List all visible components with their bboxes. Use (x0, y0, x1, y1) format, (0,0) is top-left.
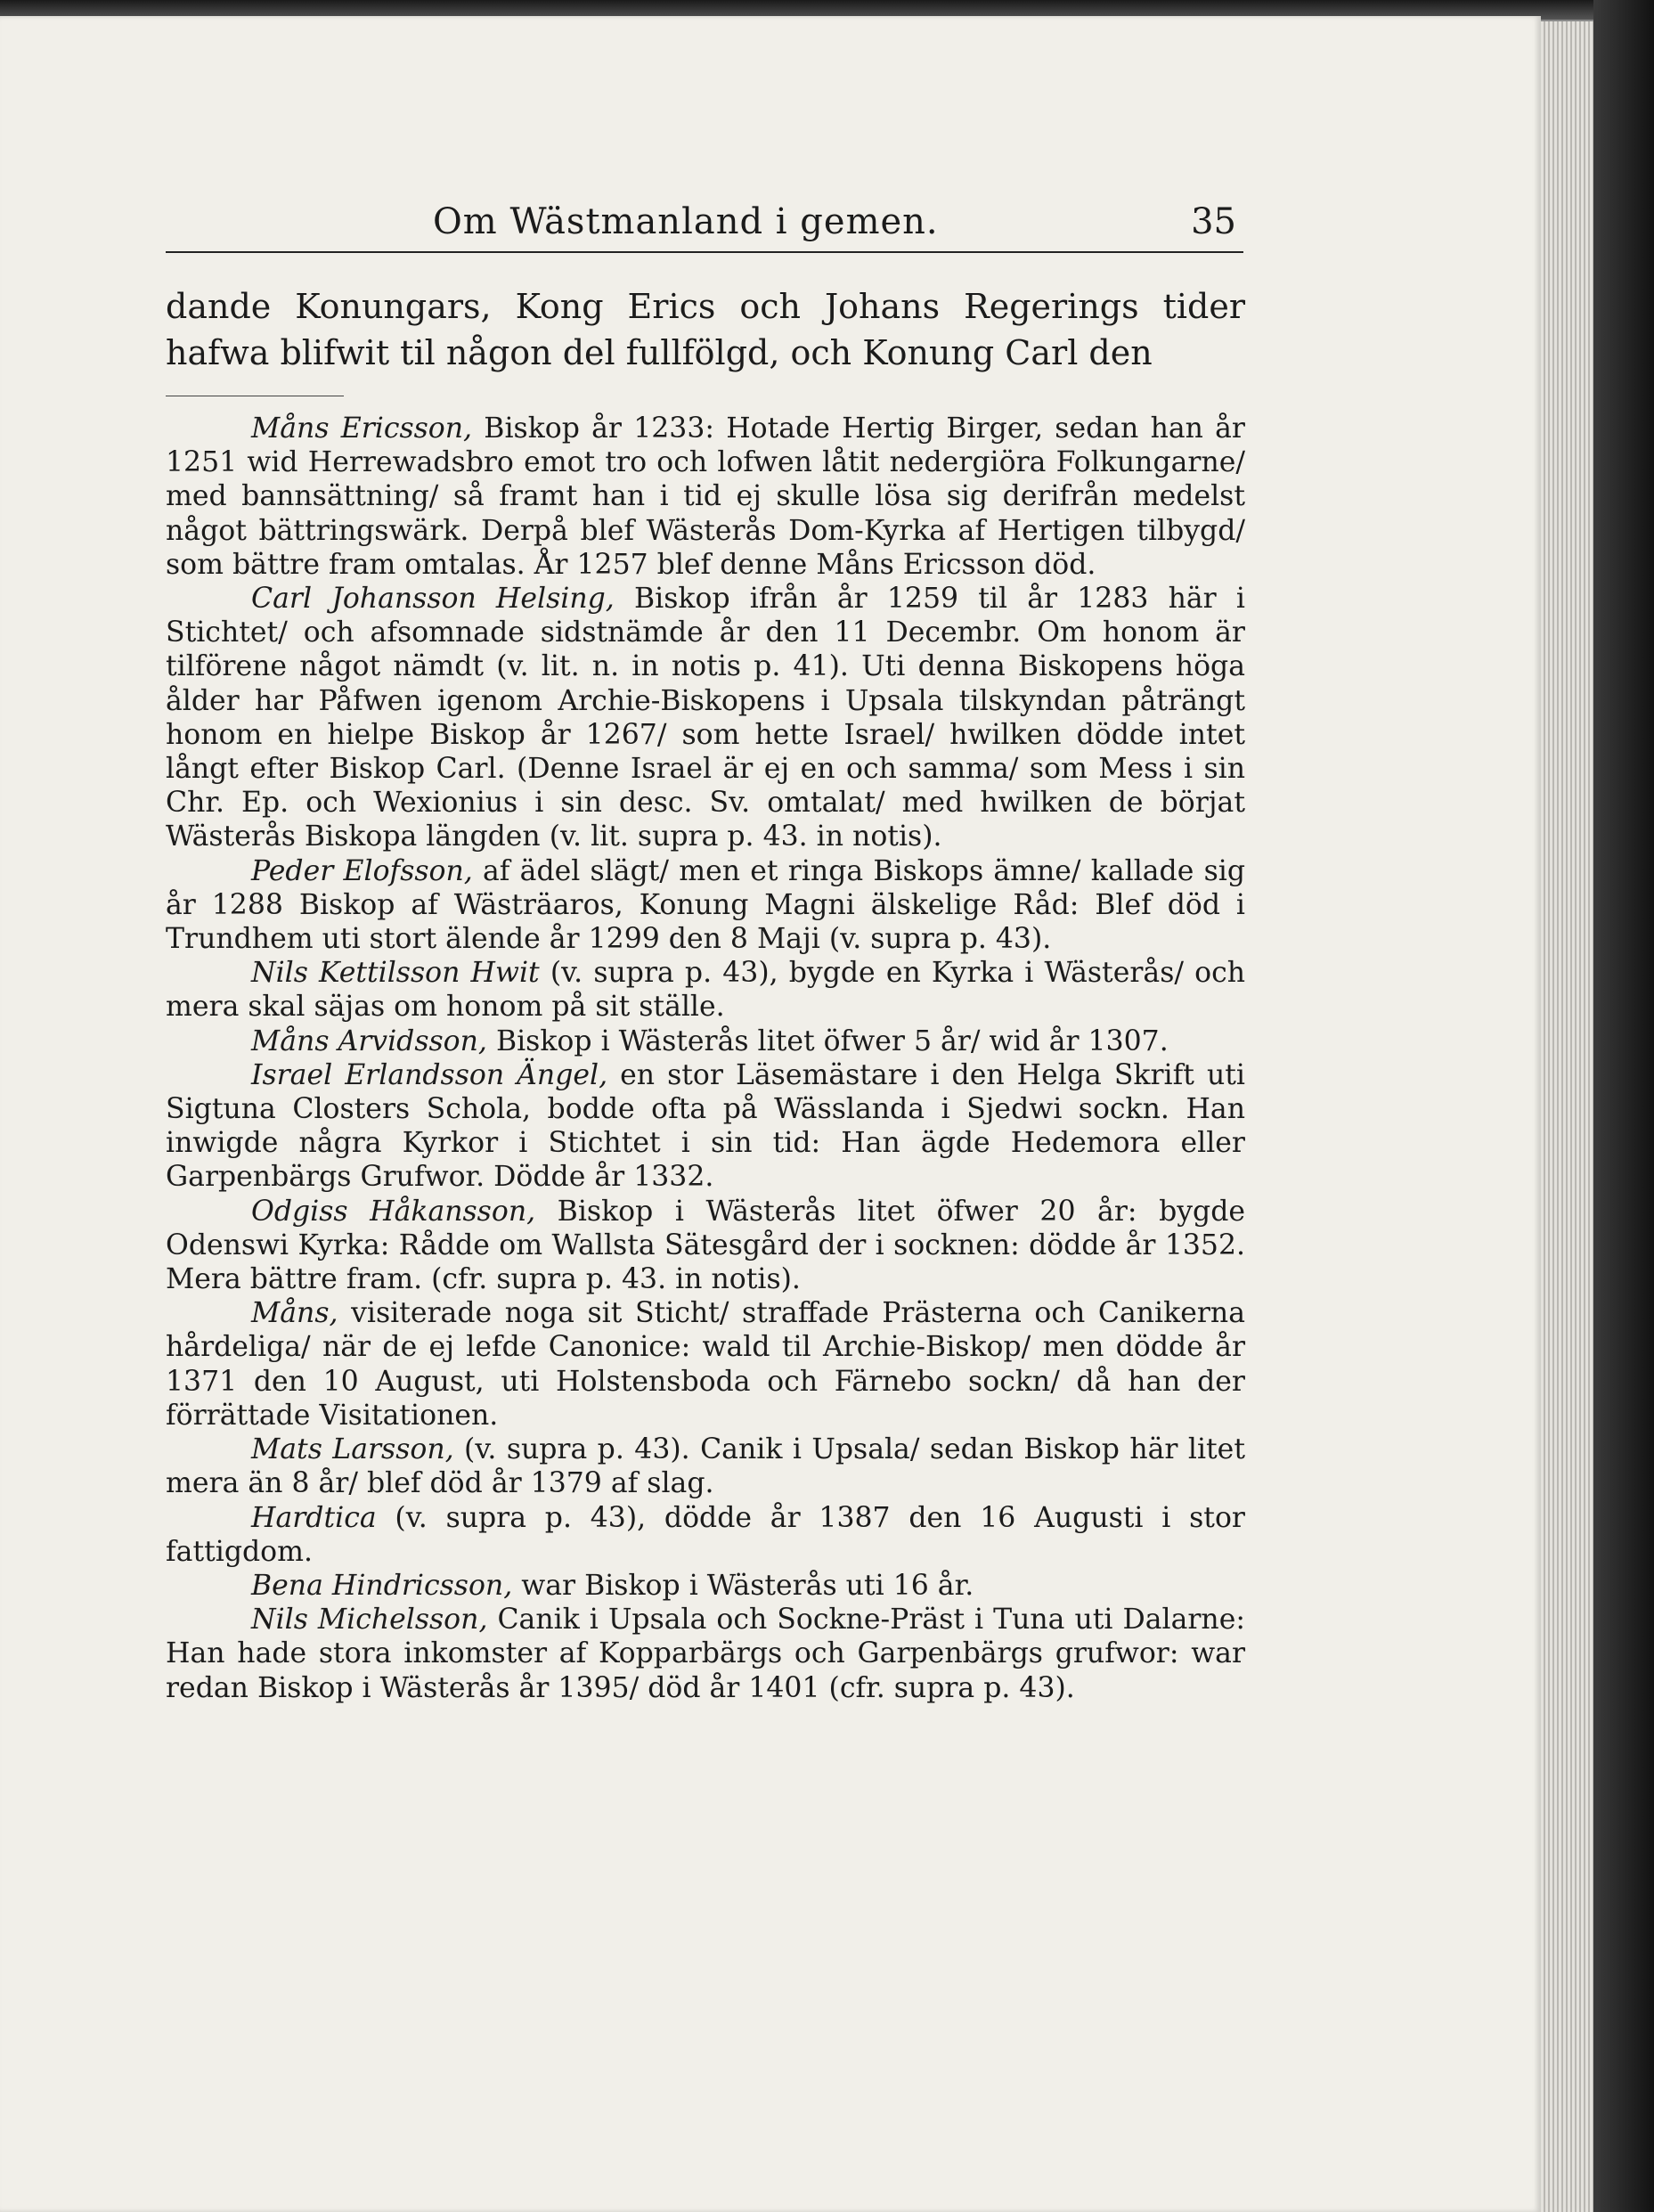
entry-text: (v. supra p. 43), bygde en Kyrka i Wästerås/ och mera skal säjas om honom på sit ställe. (166, 957, 1246, 1024)
page-number: 35 (1191, 201, 1236, 242)
bishop-name: Bena Hindricsson, (251, 1569, 513, 1602)
scan-border-right (1593, 0, 1654, 2212)
running-header (166, 198, 1243, 253)
bishop-name: Peder Elofsson, (251, 854, 473, 887)
bishop-name: Måns, (251, 1297, 338, 1330)
footnote-entry (166, 854, 1245, 957)
main-text (166, 283, 1245, 376)
footnote-entry (166, 956, 1245, 1024)
footnote-entry (166, 1024, 1245, 1058)
entry-text: Biskop i Wästerås litet öfwer 5 år/ wid år 1307. (486, 1024, 1169, 1057)
entry-text: Biskop ifrån år 1259 til år 1283 här i Stichtet/ och afsomnade sidstnämde år den 11 Decembr. Om honom är tilförene något nämdt (v. lit. n. in notis p. 41). Uti denna Biskopens höga ålder har Påfwen igenom Archie-Biskopens i Upsala tilskyndan påträngt honom en hielpe Biskop år 1267/ som hette Israel/ hwilken dödde intet långt efter Biskop Carl. (Denne Israel är ej en och samma/ som Mess i sin Chr. Ep. och Wexionius i sin desc. Sv. omtalat/ med hwilken de börjat Wästerås Biskopa längden (v. lit. supra p. 43. in notis). (166, 583, 1245, 853)
bishop-name: Hardtica (251, 1501, 377, 1534)
entry-text: af ädel slägt/ men et ringa Biskops ämne/ kallade sig år 1288 Biskop af Wästräaros, Konung Magni älskelige Råd: Blef död i Trundhem uti stort älende år 1299 den 8 Maji (v. supra p. 43). (166, 854, 1245, 956)
page-edges (1541, 21, 1594, 2212)
bishop-name: Måns Ericsson, (251, 412, 473, 445)
entry-text: Biskop år 1233: Hotade Hertig Birger, sedan han år 1251 wid Herrewadsbro emot tro och lofwen låtit nedergiöra Folkungarne/ med bannsättning/ så framt han i tid ej skulle lösa sig derifrån medelst något bättringswärk. Derpå blef Wästerås Dom-Kyrka af Hertigen tilbygd/ som bättre fram omtalas. År 1257 blef denne Måns Ericsson död. (166, 412, 1245, 581)
entry-text: Biskop i Wästerås litet öfwer 20 år: bygde Odenswi Kyrka: Rådde om Wallsta Sätesgård der i socknen: dödde år 1352. Mera bättre fram. (cfr. supra p. 43. in notis). (166, 1195, 1245, 1296)
entry-text: (v. supra p. 43). Canik i Upsala/ sedan Biskop här litet mera än 8 år/ blef död år 1379 af slag. (166, 1433, 1245, 1500)
footnote-entry (166, 1569, 1245, 1603)
main-text-paragraph: dande Konungars, Kong Erics och Johans Regerings tider hafwa blifwit til någon del fullfölgd, och Konung Carl den (166, 287, 1245, 372)
entry-text: Canik i Upsala och Sockne-Präst i Tuna uti Dalarne: Han hade stora inkomster af Kopparbärgs och Garpenbärgs grufwor: war redan Biskop i Wästerås år 1395/ död år 1401 (cfr. supra p. 43). (166, 1604, 1245, 1704)
footnotes (166, 412, 1245, 1705)
entry-text: war Biskop i Wästerås uti 16 år. (512, 1569, 974, 1602)
footnote-entry (166, 582, 1245, 854)
bishop-name: Nils Michelsson, (251, 1604, 488, 1637)
entry-text: en stor Läsemästare i den Helga Skrift uti Sigtuna Closters Schola, bodde ofta på Wässlanda i Sjedwi sockn. Han inwigde några Kyrkor i Stichtet i sin tid: Han ägde Hedemora eller Garpenbärgs Grufwor. Dödde år 1332. (166, 1058, 1245, 1194)
bishop-name: Odgiss Håkansson, (251, 1195, 536, 1228)
bishop-name: Måns Arvidsson, (251, 1024, 487, 1057)
footnote-entry (166, 1432, 1245, 1500)
footnote-entry (166, 1296, 1245, 1432)
header-title: Om Wästmanland i gemen. (433, 201, 939, 242)
footnote-entry (166, 1195, 1245, 1297)
entry-text: visiterade noga sit Sticht/ straffade Prästerna och Canikerna hårdeliga/ när de ej lefde Canonice: wald til Archie-Biskop/ men dödde år 1371 den 10 August, uti Holstensboda och Färnebo sockn/ då han der förrättade Visitationen. (166, 1297, 1245, 1432)
footnote-entry (166, 1058, 1245, 1195)
bishop-name: Israel Erlandsson Ängel, (251, 1058, 608, 1091)
bishop-name: Mats Larsson, (251, 1433, 454, 1466)
footnote-entry (166, 1603, 1245, 1705)
bishop-name: Nils Kettilsson Hwit (251, 957, 540, 990)
footnote-entry (166, 1501, 1245, 1569)
bishop-name: Carl Johansson Helsing, (251, 583, 615, 616)
entry-text: (v. supra p. 43), dödde år 1387 den 16 Augusti i stor fattigdom. (166, 1501, 1245, 1568)
footnote-entry (166, 412, 1245, 582)
